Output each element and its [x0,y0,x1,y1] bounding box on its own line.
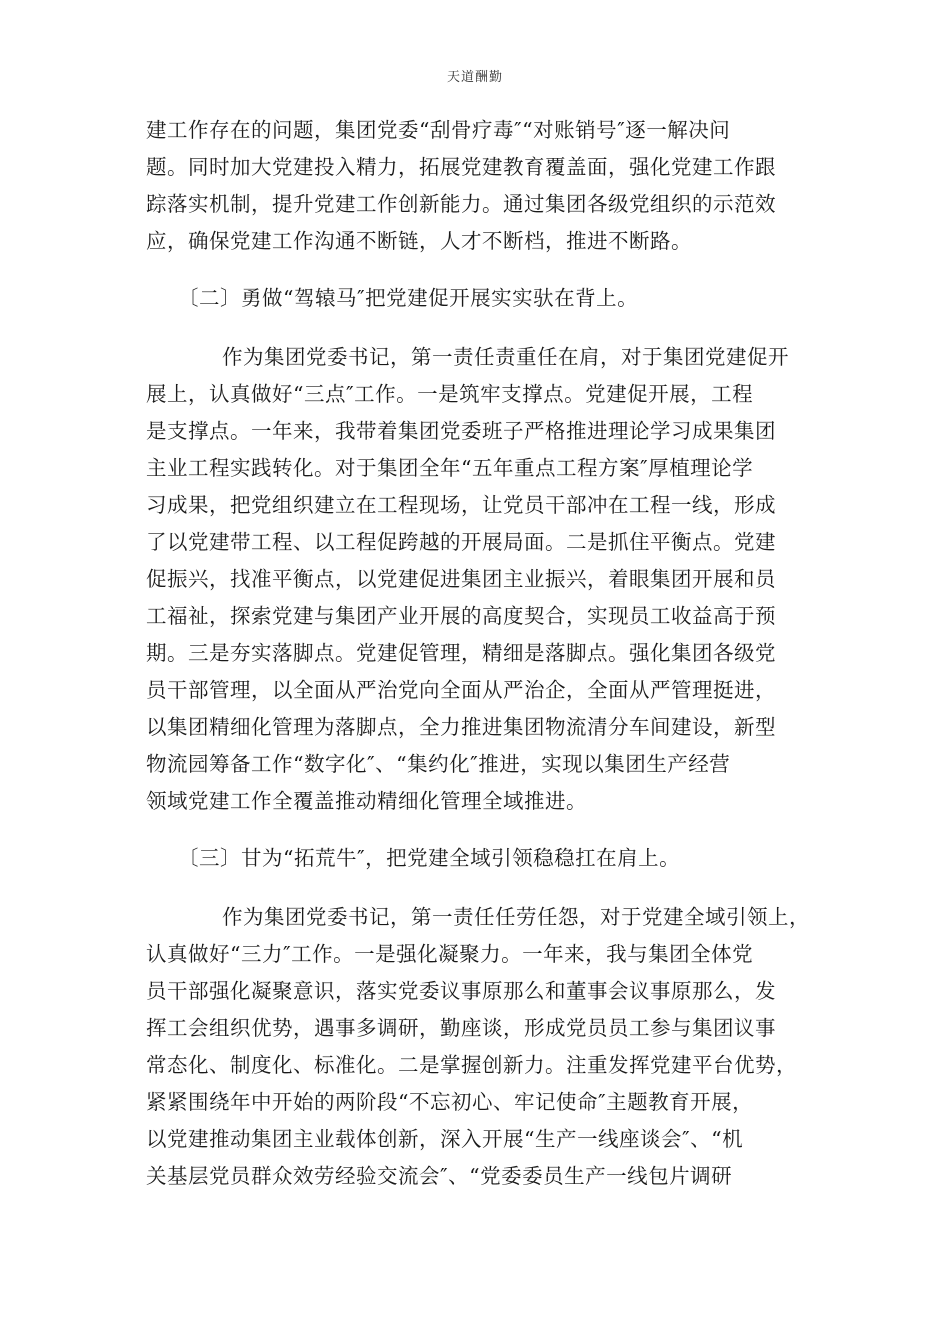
text-line: 挥工会组织优势，遇事多调研，勤座谈，形成党员员工参与集团议事 [146,1016,776,1040]
text-line: 展上，认真做好“三点″工作。一是筑牢支撑点。党建促开展，工程 [146,382,754,406]
text-line: 物流园筹备工作“数字化″、“集约化″推进，实现以集团生产经营 [146,752,731,776]
text-line: 是支撑点。一年来，我带着集团党委班子严格推进理论学习成果集团 [146,419,776,443]
document-body [146,112,826,1195]
text-line: 认真做好“三力″工作。一是强化凝聚力。一年来，我与集团全体党 [146,942,754,966]
text-line: 踪落实机制，提升党建工作创新能力。通过集团各级党组织的示范效 [146,192,776,216]
text-line: 关基层党员群众效劳经验交流会″、“党委委员生产一线包片调研 [146,1164,733,1188]
text-line: 以集团精细化管理为落脚点，全力推进集团物流清分车间建设，新型 [146,715,776,739]
text-line: 常态化、制度化、标准化。二是掌握创新力。注重发挥党建平台优势， [146,1053,797,1077]
text-line: 作为集团党委书记，第一责任责重任在肩，对于集团党建促开 [222,345,789,369]
text-line: 以党建推动集团主业载体创新，深入开展“生产一线座谈会″、“机 [146,1127,744,1151]
section-heading-2: 〔二〕勇做“驾辕马″把党建促开展实实驮在背上。 [178,286,639,310]
text-line: 主业工程实践转化。对于集团全年“五年重点工程方案″厚植理论学 [146,456,754,480]
page-header: 天道酬勤 [446,70,503,85]
paragraph-2 [146,339,826,820]
text-line: 建工作存在的问题，集团党委“刮骨疗毒″“对账销号″逐一解决问 [146,118,731,142]
paragraph-3 [146,899,826,1195]
text-line: 习成果，把党组织建立在工程现场，让党员干部冲在工程一线，形成 [146,493,776,517]
text-line: 了以党建带工程、以工程促跨越的开展局面。二是抓住平衡点。党建 [146,530,776,554]
paragraph-1 [146,112,826,260]
text-line: 促振兴，找准平衡点，以党建促进集团主业振兴，着眼集团开展和员 [146,567,776,591]
text-line: 工福祉，探索党建与集团产业开展的高度契合，实现员工收益高于预 [146,604,776,628]
text-line: 领域党建工作全覆盖推动精细化管理全域推进。 [146,789,587,813]
text-line: 员干部管理，以全面从严治党向全面从严治企，全面从严管理挺进， [146,678,776,702]
text-line: 题。同时加大党建投入精力，拓展党建教育覆盖面，强化党建工作跟 [146,155,776,179]
section-heading-3: 〔三〕甘为“拓荒牛″，把党建全域引领稳稳扛在肩上。 [178,846,681,870]
text-line: 作为集团党委书记，第一责任任劳任怨，对于党建全域引领上， [222,905,810,929]
text-line: 应，确保党建工作沟通不断链，人才不断档，推进不断路。 [146,229,692,253]
text-line: 紧紧围绕年中开始的两阶段“不忘初心、牢记使命″主题教育开展， [146,1090,754,1114]
text-line: 期。三是夯实落脚点。党建促管理，精细是落脚点。强化集团各级党 [146,641,776,665]
text-line: 员干部强化凝聚意识，落实党委议事原那么和董事会议事原那么，发 [146,979,776,1003]
